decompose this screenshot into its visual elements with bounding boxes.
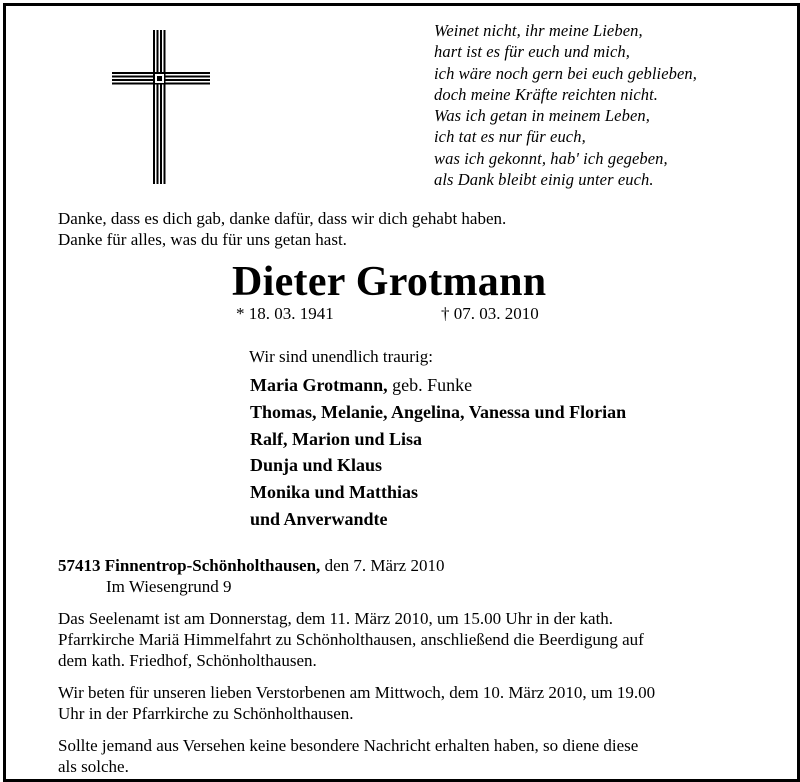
thanks-line: Danke, dass es dich gab, danke dafür, dass wir dich gehabt haben. <box>58 209 507 228</box>
poem-line: was ich gekonnt, hab' ich gegeben, <box>434 148 668 168</box>
mourner-line: Monika und Matthias <box>250 482 419 503</box>
address-place: 57413 Finnentrop-Schönholthausen, <box>58 556 321 575</box>
prayer-line: Uhr in der Pfarrkirche zu Schönholthausen. <box>58 704 354 723</box>
poem-line: hart ist es für euch und mich, <box>434 42 630 62</box>
closing-line: Sollte jemand aus Versehen keine besondere Nachricht erhalten haben, so diene diese <box>58 736 639 755</box>
requiem-line: dem kath. Friedhof, Schönholthausen. <box>58 651 317 670</box>
address-line <box>58 555 444 576</box>
poem-line: Was ich getan in meinem Leben, <box>434 106 650 126</box>
mourner-line: Dunja und Klaus <box>250 455 383 476</box>
mourner-line: Thomas, Melanie, Angelina, Vanessa und Florian <box>250 401 627 422</box>
poem-line: ich wäre noch gern bei euch geblieben, <box>434 63 697 83</box>
prayer-line: Wir beten für unseren lieben Verstorbenen am Mittwoch, dem 10. März 2010, um 19.00 <box>58 683 656 702</box>
death-date: † 07. 03. 2010 <box>441 304 539 323</box>
mourners-intro: Wir sind unendlich traurig: <box>249 347 433 366</box>
poem-line: doch meine Kräfte reichten nicht. <box>434 84 659 104</box>
birth-date: * 18. 03. 1941 <box>236 304 334 323</box>
mourner-line: Ralf, Marion und Lisa <box>250 428 423 449</box>
poem-line: Weinet nicht, ihr meine Lieben, <box>434 21 643 40</box>
poem-line: als Dank bleibt einig unter euch. <box>434 170 654 190</box>
thanks-line: Danke für alles, was du für uns getan hast. <box>58 230 347 249</box>
closing-line: als solche. <box>58 757 129 776</box>
deceased-name: Dieter Grotmann <box>232 259 547 305</box>
mourner-maiden-name: geb. Funke <box>387 375 473 395</box>
poem-line: ich tat es nur für euch, <box>434 127 586 147</box>
requiem-line: Pfarrkirche Mariä Himmelfahrt zu Schönholthausen, anschließend die Beerdigung auf <box>58 630 644 649</box>
mourner-primary-name: Maria Grotmann, <box>250 375 388 395</box>
poem <box>434 20 697 190</box>
address-date: den 7. März 2010 <box>320 556 445 575</box>
requiem-line: Das Seelenamt ist am Donnerstag, dem 11. März 2010, um 15.00 Uhr in der kath. <box>58 609 614 628</box>
address-street: Im Wiesengrund 9 <box>106 577 232 596</box>
mourners-list <box>250 347 626 533</box>
mourner-line: und Anverwandte <box>250 508 388 529</box>
latin-cross-icon <box>112 30 210 184</box>
mourner-line <box>250 372 626 399</box>
